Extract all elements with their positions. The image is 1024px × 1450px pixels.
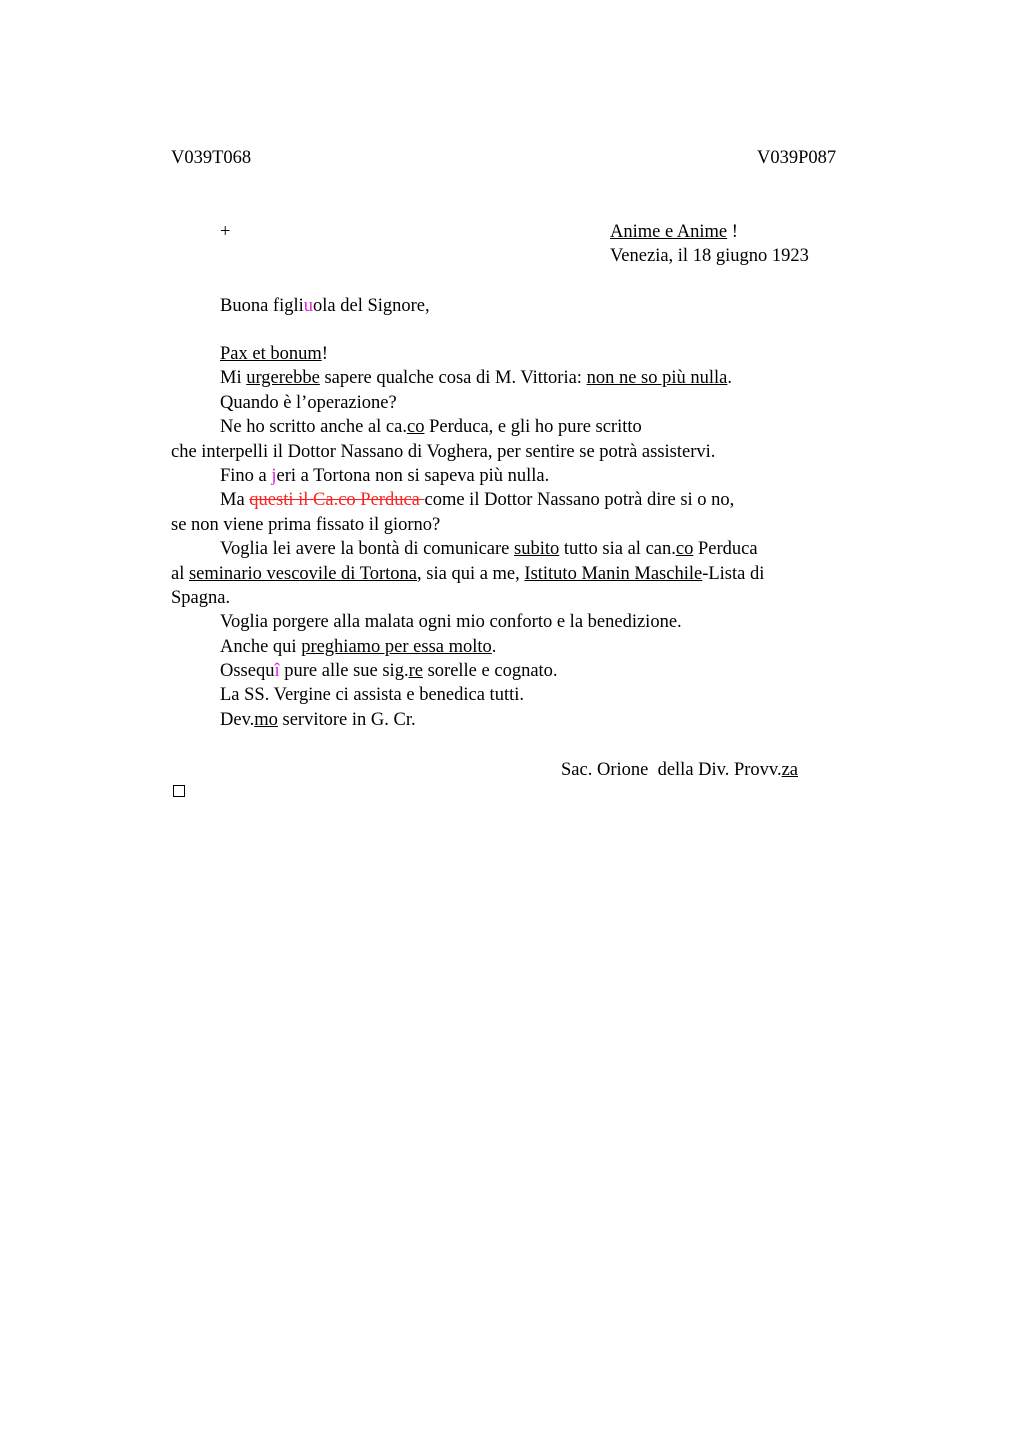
text-segment: sapere qualche cosa di M. Vittoria:: [319, 368, 587, 389]
body-line-3: Quando è l’operazione?: [220, 392, 397, 413]
text-segment: Dev.: [220, 709, 255, 730]
header-left-code: V039T068: [171, 148, 252, 168]
salutation-part1: Buona figli: [220, 296, 304, 316]
body-line-13: [171, 635, 851, 659]
text-segment: Ne ho scritto anche al ca.: [220, 417, 407, 438]
motto-suffix: !: [727, 222, 738, 242]
text-segment: !: [321, 344, 328, 364]
salutation-part2: ola del Signore,: [313, 296, 430, 316]
underlined-segment: urgerebbe: [246, 368, 320, 389]
text-segment: Ossequ: [220, 661, 275, 682]
underlined-segment: co: [406, 417, 425, 438]
text-segment: , sia qui a me,: [417, 563, 525, 584]
salutation-inserted-letter: u: [303, 296, 314, 316]
underlined-segment: preghiamo per essa molto: [301, 636, 492, 657]
text-segment: pure alle sue sig.: [279, 661, 409, 682]
body-line-5: che interpelli il Dottor Nassano di Voghera, per sentire se potrà assistervi.: [171, 441, 716, 462]
body-line-2: [171, 366, 851, 390]
text-segment: tutto sia al can.: [559, 539, 676, 560]
signature: [561, 758, 798, 782]
text-segment: servitore in G. Cr.: [277, 709, 416, 730]
header-right-code: V039P087: [757, 148, 837, 168]
motto: [610, 220, 738, 244]
underlined-segment: mo: [254, 709, 278, 730]
text-segment: .: [727, 368, 732, 389]
text-segment: come il Dottor Nassano potrà dire si o no,: [424, 490, 735, 511]
underlined-segment: non ne so più nulla: [586, 368, 728, 389]
text-segment: Mi: [220, 368, 247, 389]
text-segment: Perduca: [693, 539, 758, 560]
body-line-12: Voglia porgere alla malata ogni mio conforto e la benedizione.: [220, 612, 682, 633]
inserted-letter: j: [271, 465, 277, 486]
letter-body: [171, 342, 851, 732]
signature-suffix: za: [781, 760, 799, 780]
signature-text: Sac. Orione della Div. Provv.: [561, 760, 782, 780]
body-line-11: Spagna.: [171, 587, 231, 608]
underlined-segment: re: [408, 661, 423, 682]
motto-text: Anime e Anime: [610, 222, 728, 242]
text-segment: Fino a: [220, 465, 272, 486]
text-segment: sorelle e cognato.: [422, 661, 558, 682]
place-date: Venezia, il 18 giugno 1923: [610, 246, 809, 266]
struck-through-segment: questi il Ca.co Perduca: [249, 490, 425, 511]
text-segment: Anche qui: [220, 636, 302, 657]
body-line-9: [171, 537, 851, 561]
text-segment: Ma: [220, 490, 250, 511]
body-line-16: [171, 708, 851, 732]
body-line-6: [171, 464, 851, 488]
body-line-7: [171, 488, 851, 512]
body-line-15: La SS. Vergine ci assista e benedica tutti.: [220, 685, 524, 706]
underlined-segment: co: [675, 539, 694, 560]
salutation: [220, 294, 430, 318]
body-line-1: [171, 342, 851, 366]
cross-symbol: +: [220, 222, 231, 242]
underlined-segment: seminario vescovile di Tortona: [188, 563, 418, 584]
body-line-4: [171, 415, 851, 439]
text-segment: al: [171, 563, 189, 584]
end-square-icon: [173, 785, 185, 797]
underlined-segment: subito: [514, 539, 560, 560]
text-segment: .: [491, 636, 497, 657]
pax-et-bonum: Pax et bonum: [220, 344, 322, 364]
inserted-letter: î: [274, 661, 280, 682]
body-line-8: se non viene prima fissato il giorno?: [171, 514, 441, 535]
text-segment: Voglia lei avere la bontà di comunicare: [220, 539, 515, 560]
text-segment: -Lista di: [702, 563, 765, 584]
body-line-14: [171, 659, 851, 683]
text-segment: Perduca, e gli ho pure scritto: [424, 417, 642, 438]
underlined-segment: Istituto Manin Maschile: [524, 563, 703, 584]
body-line-10: [171, 562, 851, 586]
text-segment: eri a Tortona non si sapeva più nulla.: [276, 465, 550, 486]
